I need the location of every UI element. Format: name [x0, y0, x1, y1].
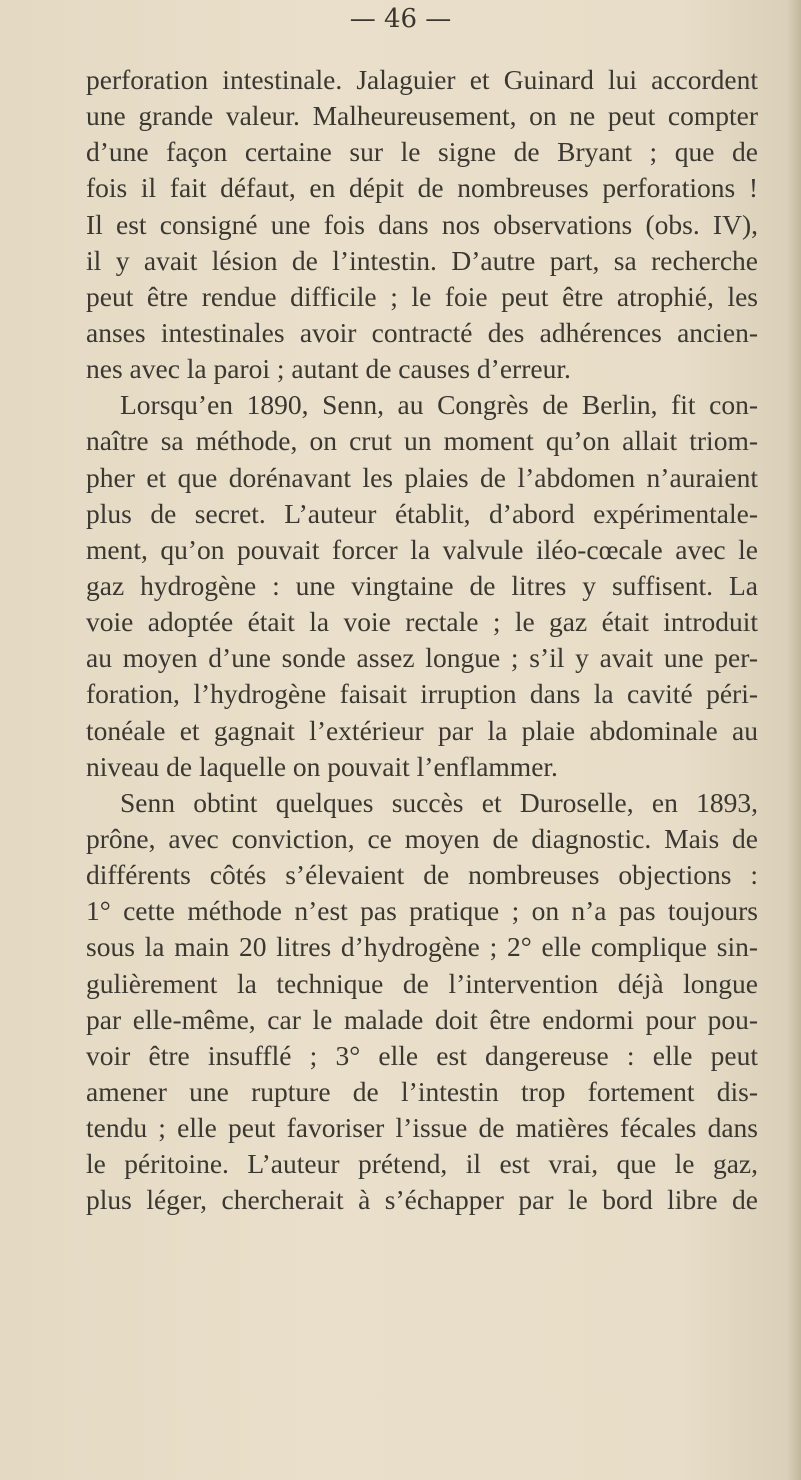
page-number: — 46 — [349, 4, 452, 34]
text-line: fois il fait défaut, en dépit de nombreuses perforations ! [86, 172, 758, 204]
text-line: différents côtés s’élevaient de nombreuses objections : [86, 859, 758, 891]
text-line: naître sa méthode, on crut un moment qu’on allait triom- [86, 425, 758, 457]
text-line: une grande valeur. Malheureusement, on ne peut compter [86, 100, 758, 132]
text-line: plus de secret. L’auteur établit, d’abord expérimentale- [86, 497, 758, 529]
text-line: ment, qu’on pouvait forcer la valvule iléo-cœcale avec le [86, 533, 758, 565]
text-line: pher et que dorénavant les plaies de l’abdomen n’auraient [86, 461, 758, 493]
text-line: niveau de laquelle on pouvait l’enflammer. [86, 750, 558, 782]
text-line: Il est consigné une fois dans nos observations (obs. IV), [86, 208, 758, 240]
text-line: sous la main 20 litres d’hydrogène ; 2° elle complique sin- [86, 931, 758, 963]
text-line: amener une rupture de l’intestin trop fortement dis- [86, 1075, 758, 1107]
text-line: gulièrement la technique de l’intervention déjà longue [86, 967, 758, 999]
text-line: nes avec la paroi ; autant de causes d’erreur. [86, 353, 571, 385]
text-line: anses intestinales avoir contracté des adhérences ancien- [86, 316, 758, 348]
text-line: Lorsqu’en 1890, Senn, au Congrès de Berlin, fit con- [120, 389, 758, 421]
text-line: tendu ; elle peut favoriser l’issue de matières fécales dans [86, 1112, 758, 1144]
text-line: par elle-même, car le malade doit être endormi pour pou- [86, 1003, 758, 1035]
text-line: gaz hydrogène : une vingtaine de litres y suffisent. La [86, 569, 758, 601]
page-edge-shadow [787, 0, 801, 1480]
text-line: voir être insufflé ; 3° elle est dangereuse : elle peut [86, 1039, 758, 1071]
body-text [86, 62, 758, 1219]
text-line: au moyen d’une sonde assez longue ; s’il y avait une per- [86, 642, 758, 674]
text-line: Senn obtint quelques succès et Duroselle, en 1893, [120, 786, 758, 818]
text-line: 1° cette méthode n’est pas pratique ; on n’a pas toujours [86, 895, 758, 927]
text-line: tonéale et gagnait l’extérieur par la plaie abdominale au [86, 714, 758, 746]
text-line: perforation intestinale. Jalaguier et Guinard lui accordent [86, 64, 758, 95]
text-line: peut être rendue difficile ; le foie peut être atrophié, les [86, 280, 758, 312]
text-line: d’une façon certaine sur le signe de Bryant ; que de [86, 136, 758, 168]
text-line: prône, avec conviction, ce moyen de diagnostic. Mais de [86, 822, 758, 854]
text-line: le péritoine. L’auteur prétend, il est vrai, que le gaz, [86, 1148, 758, 1180]
text-line: foration, l’hydrogène faisait irruption dans la cavité péri- [86, 678, 758, 710]
text-line: voie adoptée était la voie rectale ; le gaz était introduit [86, 606, 758, 638]
text-line: plus léger, chercherait à s’échapper par le bord libre de [86, 1184, 758, 1216]
text-line: il y avait lésion de l’intestin. D’autre part, sa recherche [86, 244, 758, 276]
